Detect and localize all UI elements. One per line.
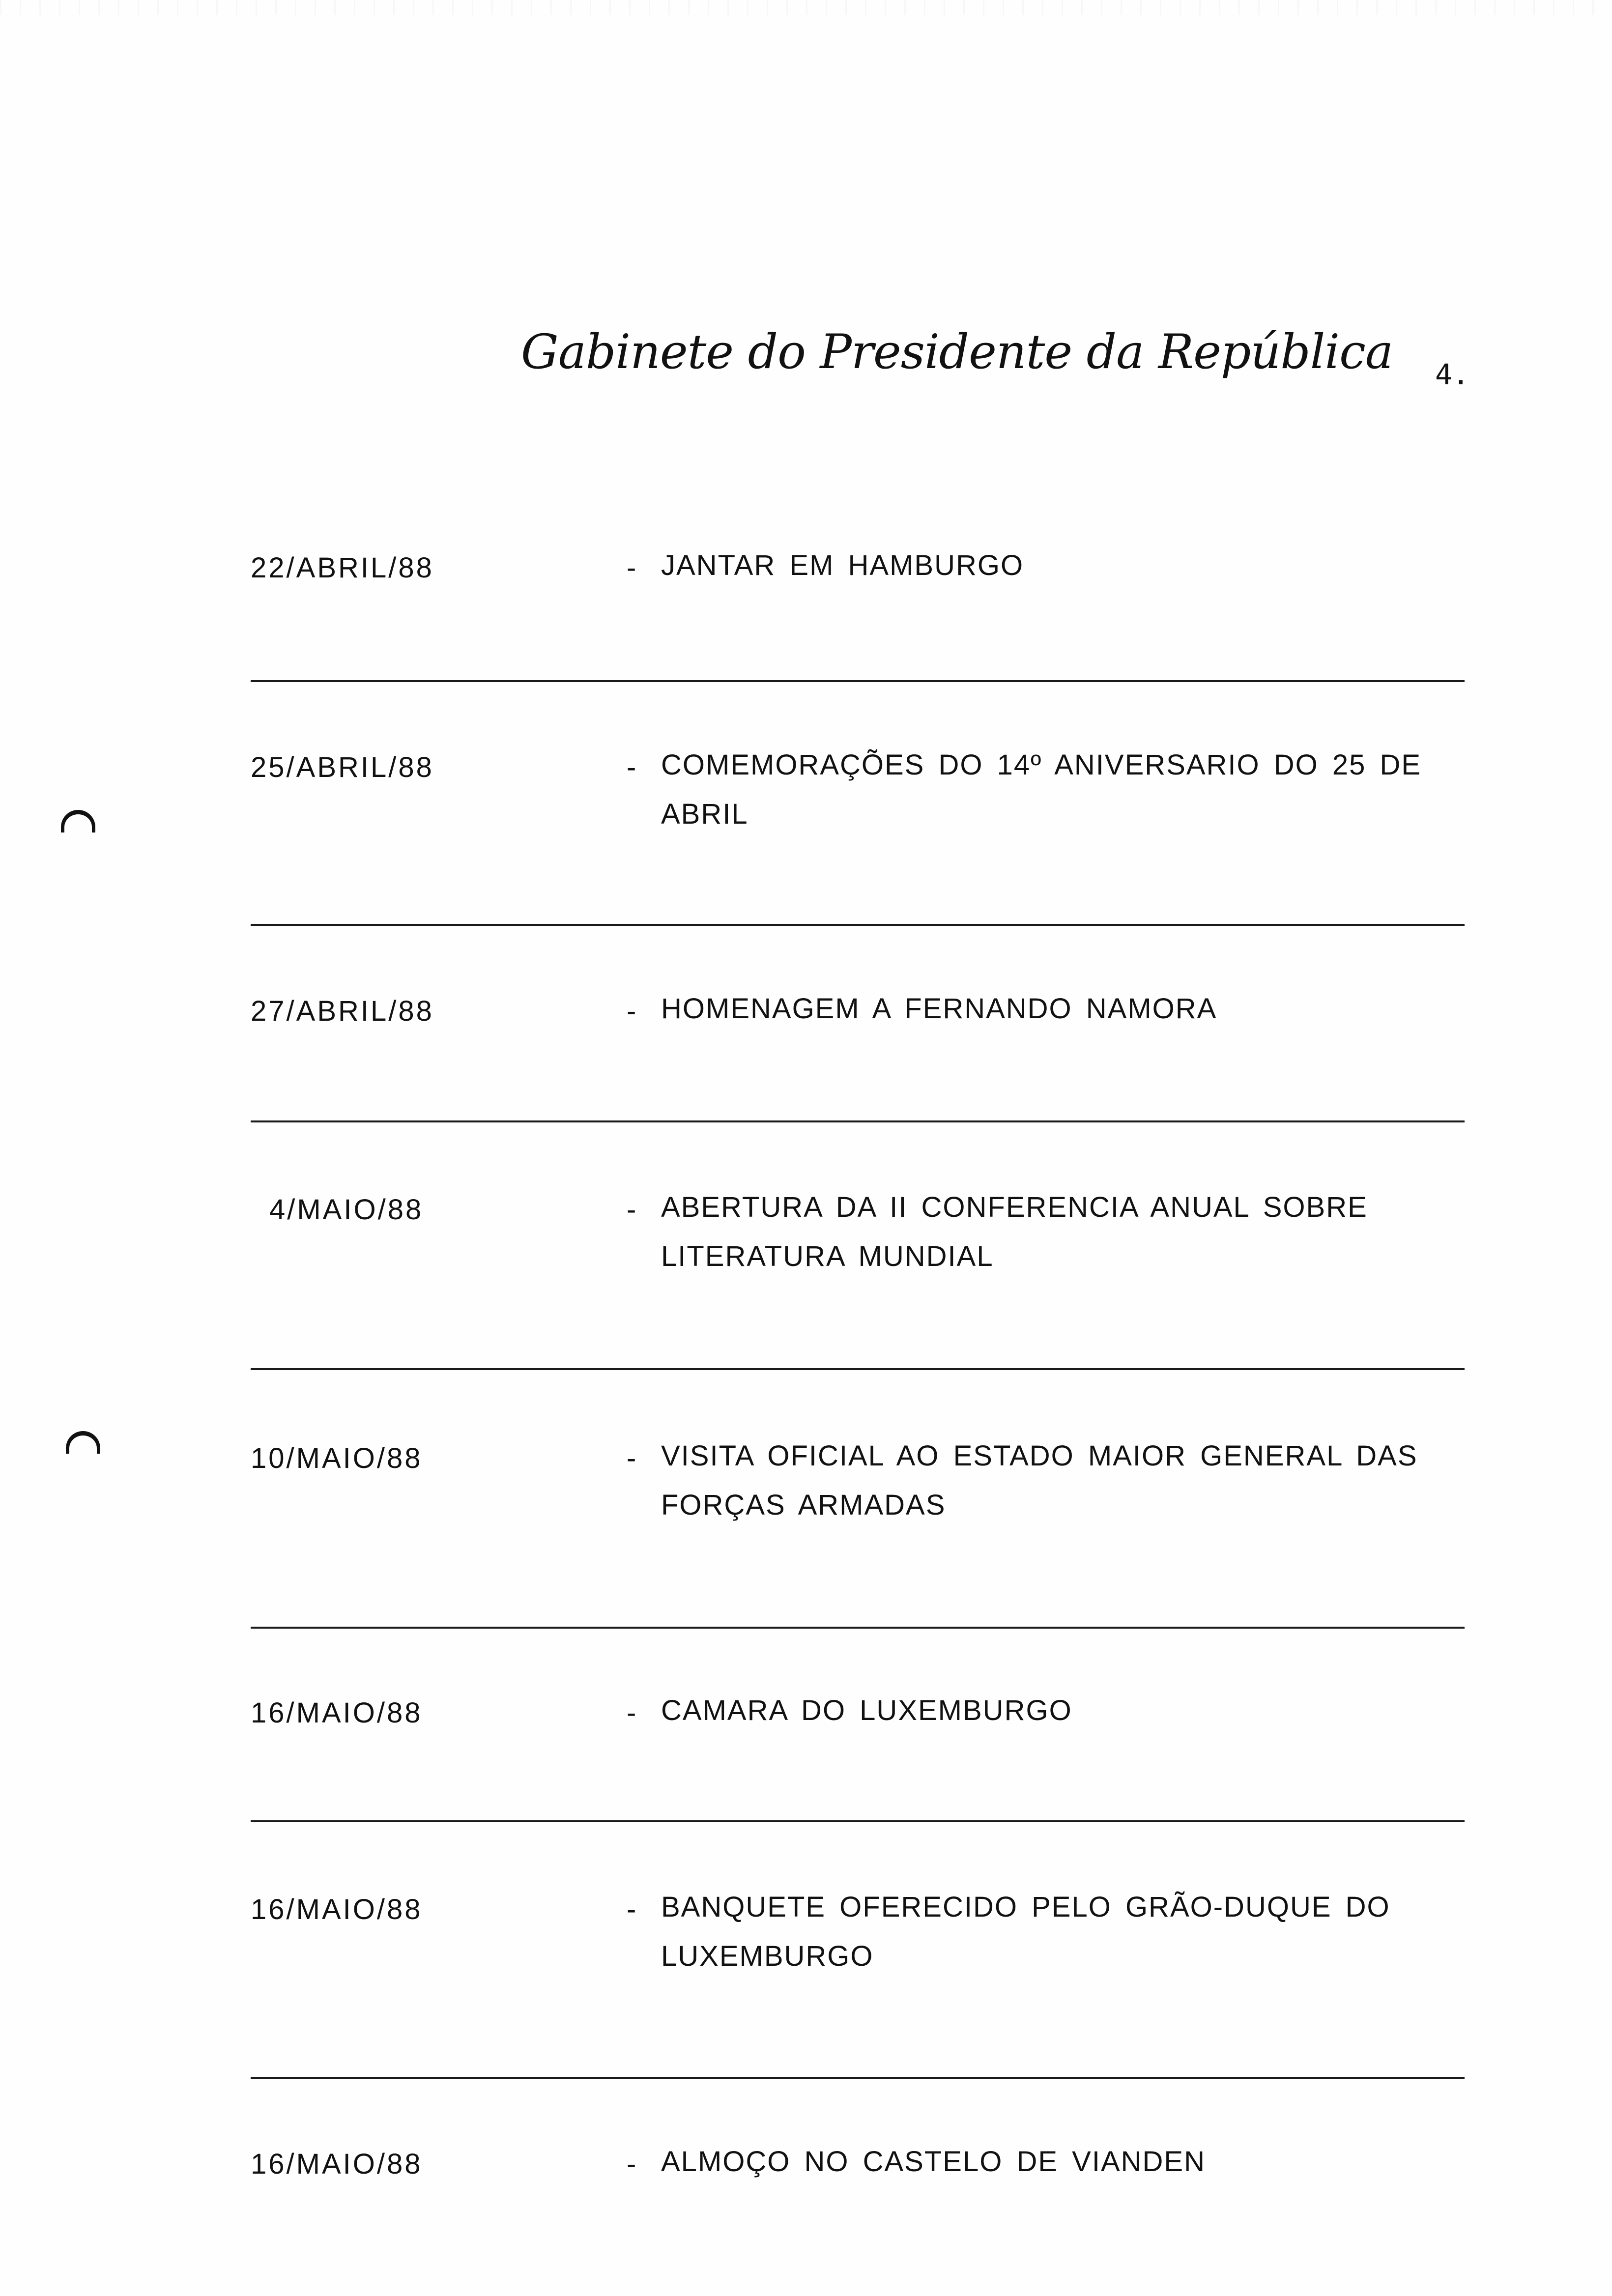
punch-hole-mark xyxy=(61,810,95,832)
scan-artifact xyxy=(0,0,1612,15)
entry-description: BANQUETE OFERECIDO PELO GRÃO-DUQUE DO LUXEMBURGO xyxy=(661,1891,1390,1972)
entry-date: 25/ABRIL/88 xyxy=(251,751,434,783)
entry-date: 16/MAIO/88 xyxy=(251,1697,423,1729)
entry-dash: - xyxy=(627,1442,636,1474)
entry-dash: - xyxy=(627,1194,636,1226)
separator-rule xyxy=(251,1120,1465,1122)
separator-rule xyxy=(251,680,1465,682)
entry-dash: - xyxy=(627,552,636,584)
entry-dash: - xyxy=(627,751,636,783)
entry-description: COMEMORAÇÕES DO 14º ANIVERSARIO DO 25 DE ABRIL xyxy=(661,749,1422,830)
entry-dash: - xyxy=(627,2148,636,2180)
separator-rule xyxy=(251,1368,1465,1370)
entry-description: CAMARA DO LUXEMBURGO xyxy=(661,1694,1072,1726)
separator-rule xyxy=(251,2077,1465,2079)
entry-date: 22/ABRIL/88 xyxy=(251,552,434,584)
entry-date: 27/ABRIL/88 xyxy=(251,995,434,1027)
entry-dash: - xyxy=(627,1697,636,1729)
entry-date: 16/MAIO/88 xyxy=(251,2148,423,2180)
entry-description: ALMOÇO NO CASTELO DE VIANDEN xyxy=(661,2146,1206,2178)
entry-description: ABERTURA DA II CONFERENCIA ANUAL SOBRE LITERATURA MUNDIAL xyxy=(661,1191,1368,1272)
letterhead-title: Gabinete do Presidente da República xyxy=(521,324,1393,379)
punch-hole-mark xyxy=(66,1431,100,1454)
entry-description: JANTAR EM HAMBURGO xyxy=(661,549,1024,581)
separator-rule xyxy=(251,1627,1465,1629)
entry-date: 10/MAIO/88 xyxy=(251,1442,423,1474)
entry-description: HOMENAGEM A FERNANDO NAMORA xyxy=(661,993,1217,1025)
entry-dash: - xyxy=(627,1894,636,1925)
entry-date: 4/MAIO/88 xyxy=(269,1194,424,1226)
separator-rule xyxy=(251,1820,1465,1822)
entry-description: VISITA OFICIAL AO ESTADO MAIOR GENERAL DAS FORÇAS ARMADAS xyxy=(661,1440,1418,1521)
page-number: 4. xyxy=(1435,358,1469,391)
entry-dash: - xyxy=(627,995,636,1027)
entry-date: 16/MAIO/88 xyxy=(251,1894,423,1925)
separator-rule xyxy=(251,924,1465,926)
